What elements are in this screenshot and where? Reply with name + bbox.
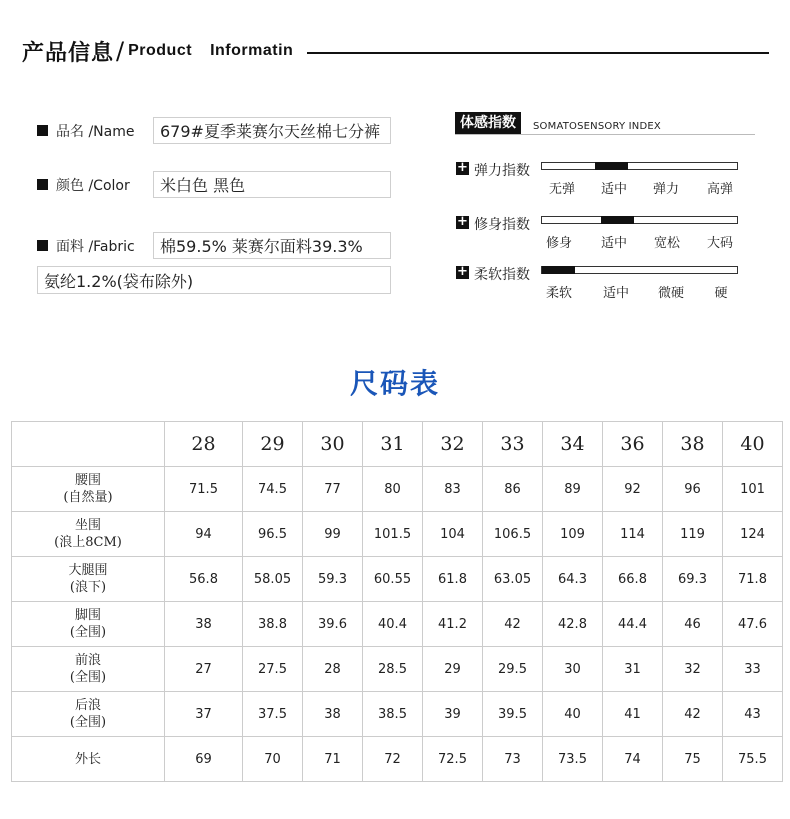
- row-name: 外长: [74, 751, 101, 767]
- table-cell: 106.5: [483, 512, 543, 557]
- header-slash: /: [116, 37, 125, 65]
- table-cell: 46: [663, 602, 723, 647]
- index-tick: 微硬: [657, 286, 685, 301]
- table-cell: 73: [483, 737, 543, 782]
- row-subname: (全围): [69, 625, 107, 640]
- table-cell: 99: [303, 512, 363, 557]
- table-cell: 41.2: [423, 602, 483, 647]
- row-header-cell: [12, 692, 165, 737]
- name-label: 品名 /Name: [56, 124, 135, 140]
- size-table-body: [12, 467, 783, 782]
- table-cell: 94: [165, 512, 243, 557]
- row-subname: (浪下): [69, 580, 107, 595]
- size-header-cell: 40: [723, 422, 783, 467]
- row-header-cell: [12, 512, 165, 557]
- table-cell: 40: [543, 692, 603, 737]
- index-bar-fit: [541, 216, 738, 224]
- table-cell: 124: [723, 512, 783, 557]
- table-row: [12, 467, 783, 512]
- table-cell: 96: [663, 467, 723, 512]
- index-tick: 弹力: [652, 182, 680, 197]
- size-header-cell: 33: [483, 422, 543, 467]
- name-bullet: [37, 125, 48, 136]
- table-row: [12, 692, 783, 737]
- index-bar-softness: [541, 266, 738, 274]
- table-cell: 38.5: [363, 692, 423, 737]
- size-header-cell: 36: [603, 422, 663, 467]
- row-name: 腰围: [74, 473, 101, 488]
- table-cell: 40.4: [363, 602, 423, 647]
- table-cell: 56.8: [165, 557, 243, 602]
- color-label: 颜色 /Color: [56, 178, 130, 194]
- table-cell: 74.5: [243, 467, 303, 512]
- sensory-underline: [455, 134, 755, 135]
- table-cell: 27.5: [243, 647, 303, 692]
- row-header-cell: [12, 557, 165, 602]
- row-name: 大腿围: [68, 563, 108, 578]
- table-cell: 58.05: [243, 557, 303, 602]
- table-cell: 27: [165, 647, 243, 692]
- table-cell: 71.5: [165, 467, 243, 512]
- size-header-cell: 30: [303, 422, 363, 467]
- table-cell: 60.55: [363, 557, 423, 602]
- corner-cell: [12, 422, 165, 467]
- row-subname: (全围): [69, 715, 107, 730]
- index-bar-elasticity: [541, 162, 738, 170]
- index-tick: 高弹: [706, 182, 734, 197]
- table-cell: 59.3: [303, 557, 363, 602]
- table-cell: 101: [723, 467, 783, 512]
- size-chart-title: 尺码表: [349, 367, 440, 400]
- table-cell: 69: [165, 737, 243, 782]
- table-cell: 31: [603, 647, 663, 692]
- row-name: 后浪: [74, 698, 101, 713]
- table-cell: 69.3: [663, 557, 723, 602]
- table-cell: 66.8: [603, 557, 663, 602]
- row-subname: (自然量): [63, 490, 113, 505]
- table-cell: 71.8: [723, 557, 783, 602]
- index-bar-fill: [601, 216, 634, 224]
- plus-icon: +: [457, 214, 468, 229]
- table-row: [12, 512, 783, 557]
- row-name: 前浪: [74, 653, 101, 668]
- size-header-cell: 31: [363, 422, 423, 467]
- table-cell: 109: [543, 512, 603, 557]
- table-cell: 119: [663, 512, 723, 557]
- table-cell: 75.5: [723, 737, 783, 782]
- table-cell: 37.5: [243, 692, 303, 737]
- index-bar-fill: [542, 266, 575, 274]
- table-cell: 29.5: [483, 647, 543, 692]
- table-cell: 28.5: [363, 647, 423, 692]
- table-cell: 75: [663, 737, 723, 782]
- table-cell: 39: [423, 692, 483, 737]
- row-header-cell: [12, 737, 165, 782]
- size-header-cell: 28: [165, 422, 243, 467]
- table-cell: 38.8: [243, 602, 303, 647]
- table-cell: 73.5: [543, 737, 603, 782]
- table-cell: 42: [483, 602, 543, 647]
- table-cell: 101.5: [363, 512, 423, 557]
- fabric-value-line2: 氨纶1.2%(袋布除外): [37, 266, 391, 294]
- index-tick: 无弹: [548, 182, 576, 197]
- sensory-subtitle: SOMATOSENSORY INDEX: [533, 121, 661, 132]
- table-cell: 42: [663, 692, 723, 737]
- row-name: 坐围: [74, 518, 101, 533]
- index-label-elasticity: 弹力指数: [474, 163, 530, 179]
- table-cell: 72.5: [423, 737, 483, 782]
- table-row: [12, 557, 783, 602]
- plus-icon: +: [457, 160, 468, 175]
- table-cell: 41: [603, 692, 663, 737]
- size-header-cell: 32: [423, 422, 483, 467]
- row-subname: (全围): [69, 670, 107, 685]
- index-tick: 修身: [545, 236, 573, 251]
- header-title-cn: 产品信息: [22, 40, 115, 66]
- fabric-bullet: [37, 240, 48, 251]
- table-cell: 70: [243, 737, 303, 782]
- table-cell: 29: [423, 647, 483, 692]
- table-cell: 44.4: [603, 602, 663, 647]
- plus-icon: +: [457, 264, 468, 279]
- table-cell: 83: [423, 467, 483, 512]
- size-header-cell: 29: [243, 422, 303, 467]
- table-cell: 89: [543, 467, 603, 512]
- table-cell: 64.3: [543, 557, 603, 602]
- table-cell: 72: [363, 737, 423, 782]
- row-header-cell: [12, 467, 165, 512]
- index-tick: 宽松: [653, 236, 681, 251]
- size-header-cell: 38: [663, 422, 723, 467]
- row-header-cell: [12, 602, 165, 647]
- table-cell: 96.5: [243, 512, 303, 557]
- name-value: 679#夏季莱赛尔天丝棉七分裤: [153, 117, 391, 144]
- table-cell: 28: [303, 647, 363, 692]
- table-row: [12, 647, 783, 692]
- row-header-cell: [12, 647, 165, 692]
- table-cell: 33: [723, 647, 783, 692]
- table-cell: 30: [543, 647, 603, 692]
- size-header-row: [12, 422, 783, 467]
- table-cell: 37: [165, 692, 243, 737]
- fabric-value-line1: 棉59.5% 莱赛尔面料39.3%: [153, 232, 391, 259]
- table-cell: 39.5: [483, 692, 543, 737]
- table-cell: 92: [603, 467, 663, 512]
- index-label-fit: 修身指数: [474, 217, 530, 233]
- table-cell: 74: [603, 737, 663, 782]
- header-title-en1: Product: [128, 42, 193, 59]
- header-divider: [307, 52, 769, 54]
- index-bar-fill: [595, 162, 628, 170]
- table-cell: 114: [603, 512, 663, 557]
- table-row: [12, 602, 783, 647]
- index-tick: 适中: [602, 286, 630, 301]
- table-cell: 104: [423, 512, 483, 557]
- sensory-title: 体感指数: [455, 112, 521, 134]
- table-cell: 38: [165, 602, 243, 647]
- index-tick: 适中: [600, 236, 628, 251]
- index-tick: 柔软: [545, 286, 573, 301]
- table-cell: 43: [723, 692, 783, 737]
- table-cell: 86: [483, 467, 543, 512]
- table-cell: 80: [363, 467, 423, 512]
- row-name: 脚围: [74, 608, 101, 623]
- header-title-en2: Informatin: [210, 42, 294, 59]
- table-cell: 61.8: [423, 557, 483, 602]
- size-table: [11, 421, 783, 782]
- index-tick: 适中: [600, 182, 628, 197]
- table-cell: 42.8: [543, 602, 603, 647]
- table-cell: 63.05: [483, 557, 543, 602]
- row-subname: (浪上8CM): [54, 535, 122, 550]
- table-cell: 71: [303, 737, 363, 782]
- table-cell: 47.6: [723, 602, 783, 647]
- section-header: [22, 34, 293, 68]
- table-row: [12, 737, 783, 782]
- table-cell: 77: [303, 467, 363, 512]
- index-tick: 硬: [714, 286, 728, 301]
- table-cell: 32: [663, 647, 723, 692]
- index-label-softness: 柔软指数: [474, 267, 530, 283]
- color-bullet: [37, 179, 48, 190]
- size-header-cell: 34: [543, 422, 603, 467]
- index-tick: 大码: [706, 236, 734, 251]
- table-cell: 39.6: [303, 602, 363, 647]
- table-cell: 38: [303, 692, 363, 737]
- color-value: 米白色 黑色: [153, 171, 391, 198]
- fabric-label: 面料 /Fabric: [56, 239, 135, 255]
